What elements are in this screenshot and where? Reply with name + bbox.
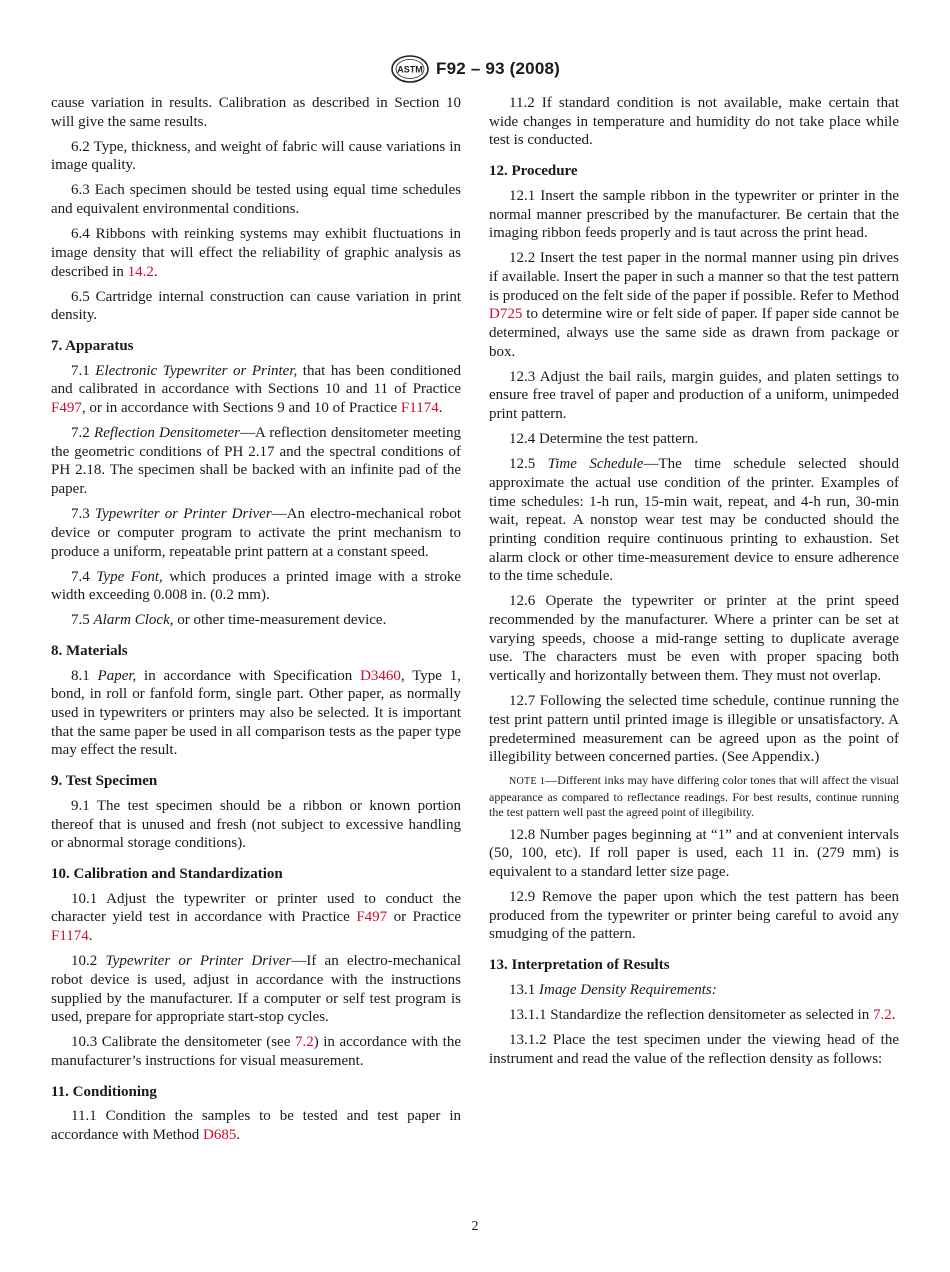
right-column <box>489 94 899 1075</box>
page-header <box>0 54 950 84</box>
paragraph-6-1-continued: cause variation in results. Calibration as described in Section 10 will give the same results. <box>51 95 461 130</box>
link-f497[interactable]: F497 <box>51 400 82 417</box>
paragraph-12-6: 12.6 Operate the typewriter or printer at the print speed recommended by the manufacturer. Where a printer can be set at varying speeds, choose a mid-range setting to duplicate average use. The characters must be even with proper spacing both vertically and horizontally between them. They must not overlap. <box>489 593 899 685</box>
link-section-14-2[interactable]: 14.2 <box>127 263 154 280</box>
note-1: NOTE 1—Different inks may have differing color tones that will affect the visual appearance as compared to reflectance readings. For best results, continue running the test pattern well past the agreed point of illegibility. <box>489 773 899 819</box>
link-f1174[interactable]: F1174 <box>400 400 439 417</box>
left-column <box>51 94 461 1151</box>
heading-apparatus: 7. Apparatus <box>51 337 134 354</box>
link-f497[interactable]: F497 <box>356 909 388 926</box>
paragraph-10-2: 10.2 Typewriter or Printer Driver—If an electro-mechanical robot device is used, adjust in accordance with the instructions supplied by the manufacturer. If a computer or self test program is used, prepare for appropriate start-stop cycles. <box>51 953 461 1026</box>
paragraph-12-3: 12.3 Adjust the bail rails, margin guides, and platen settings to ensure free travel of paper and production of a uniform, unimpeded print pattern. <box>489 368 899 423</box>
paragraph-11-1: 11.1 Condition the samples to be tested and test paper in accordance with Method D685. <box>51 1108 461 1144</box>
paragraph-12-1: 12.1 Insert the sample ribbon in the typewriter or printer in the normal manner prescribed by the manufacturer. Be certain that the imaging ribbon feeds properly and is taut across the print head. <box>489 187 899 242</box>
paragraph-10-1: 10.1 Adjust the typewriter or printer used to conduct the character yield test in accordance with Practice F497 or Practice F1174. <box>51 890 461 945</box>
link-f1174[interactable]: F1174 <box>51 928 89 945</box>
paragraph-8-1: 8.1 Paper, in accordance with Specification D3460, Type 1, bond, in roll or fanfold form, single part. Other paper, as normally used in typewriters or printers may also be selected. It is important that the same paper be used in all comparison tests as the paper type may effect the result. <box>51 667 461 759</box>
paragraph-13-1: 13.1 Image Density Requirements: <box>509 981 717 998</box>
paragraph-12-9: 12.9 Remove the paper upon which the test pattern has been produced from the typewriter or printer being careful to avoid any smudging of the pattern. <box>489 889 899 943</box>
heading-calibration: 10. Calibration and Standardization <box>51 865 283 882</box>
page-number: 2 <box>471 1219 479 1234</box>
paragraph-7-3: 7.3 Typewriter or Printer Driver—An electro-mechanical robot device or computer program to activate the print mechanism to produce a uniform, repeatable print pattern at a constant speed. <box>51 506 462 560</box>
paragraph-12-7: 12.7 Following the selected time schedule, continue running the test print pattern until printed image is illegible or unsatisfactory. A predetermined measurement can be agreed upon as the point of illegibility between concerned parties. (See Appendix.) <box>489 693 899 766</box>
paragraph-6-2: 6.2 Type, thickness, and weight of fabric will cause variations in image quality. <box>51 138 461 174</box>
paragraph-6-5: 6.5 Cartridge internal construction can cause variation in print density. <box>51 288 461 324</box>
paragraph-13-1-1: 13.1.1 Standardize the reflection densitometer as selected in 7.2. <box>509 1006 896 1023</box>
paragraph-11-2: 11.2 If standard condition is not available, make certain that wide changes in temperature and humidity do not take place while test is conducted. <box>489 95 899 149</box>
link-d3460[interactable]: D3460 <box>360 667 401 684</box>
astm-logo-icon <box>390 54 430 84</box>
paragraph-9-1: 9.1 The test specimen should be a ribbon or known portion thereof that is unused and fresh (not subject to excessive handling or abnormal storage conditions). <box>51 797 461 852</box>
paragraph-6-3: 6.3 Each specimen should be tested using equal time schedules and equivalent environmental conditions. <box>51 182 461 218</box>
heading-test-specimen: 9. Test Specimen <box>51 773 158 790</box>
link-d725[interactable]: D725 <box>489 306 523 323</box>
paragraph-10-3: 10.3 Calibrate the densitometer (see 7.2) in accordance with the manufacturer’s instructions for visual measurement. <box>51 1034 461 1069</box>
paragraph-12-8: 12.8 Number pages beginning at “1” and at convenient intervals (50, 100, etc). If roll paper is used, each 11 in. (279 mm) is equivalent to a standard letter size page. <box>489 826 899 881</box>
paragraph-7-1: 7.1 Electronic Typewriter or Printer, that has been conditioned and calibrated in accordance with Sections 10 and 11 of Practice F497, or in accordance with Sections 9 and 10 of Practice F1174. <box>51 362 462 417</box>
link-section-7-2[interactable]: 7.2 <box>294 1034 314 1051</box>
paragraph-7-2: 7.2 Reflection Densitometer—A reflection densitometer meeting the geometric conditions of PH 2.17 and the spectral conditions of PH 2.18. The specimen shall be backed with an infinite pad of the paper. <box>51 425 462 498</box>
svg-text:ASTM: ASTM <box>397 64 423 75</box>
paragraph-7-5: 7.5 Alarm Clock, or other time-measurement device. <box>71 612 387 629</box>
paragraph-7-4: 7.4 Type Font, which produces a printed image with a stroke width exceeding 0.008 in. (0.2 mm). <box>51 568 461 604</box>
document-designation: F92 – 93 (2008) <box>436 59 560 78</box>
heading-procedure: 12. Procedure <box>489 163 578 180</box>
link-section-7-2[interactable]: 7.2 <box>873 1006 892 1023</box>
paragraph-12-2: 12.2 Insert the test paper in the normal manner using pin drives if available. Insert the paper in such a manner so that the test pattern is produced on the felt side of the paper if possible. Refer to Method D725 to determine wire or felt side of paper. If paper side cannot be determined, always use the same side as drawn from package or box. <box>489 250 899 360</box>
paragraph-13-1-2: 13.1.2 Place the test specimen under the viewing head of the instrument and read the value of the reflection density as follows: <box>489 1031 899 1067</box>
link-d685[interactable]: D685 <box>203 1127 237 1144</box>
heading-conditioning: 11. Conditioning <box>51 1083 157 1100</box>
heading-materials: 8. Materials <box>51 642 128 659</box>
paragraph-6-4: 6.4 Ribbons with reinking systems may exhibit fluctuations in image density that will effect the reliability of graphic analysis as described in 14.2. <box>51 226 461 280</box>
heading-interpretation: 13. Interpretation of Results <box>489 957 670 974</box>
paragraph-12-4: 12.4 Determine the test pattern. <box>509 431 699 448</box>
paragraph-12-5: 12.5 Time Schedule—The time schedule selected should approximate the actual use condition of the printer. Examples of time schedules: 1-h run, 15-min wait, repeat, and 4-h run, 30-min wait, repeat. A nonstop wear test may be conducted should the printing condition require continuous printing to exhaustion. Set alarm clock or other time-measurement device to ensure adherence to the time schedule. <box>489 456 899 585</box>
